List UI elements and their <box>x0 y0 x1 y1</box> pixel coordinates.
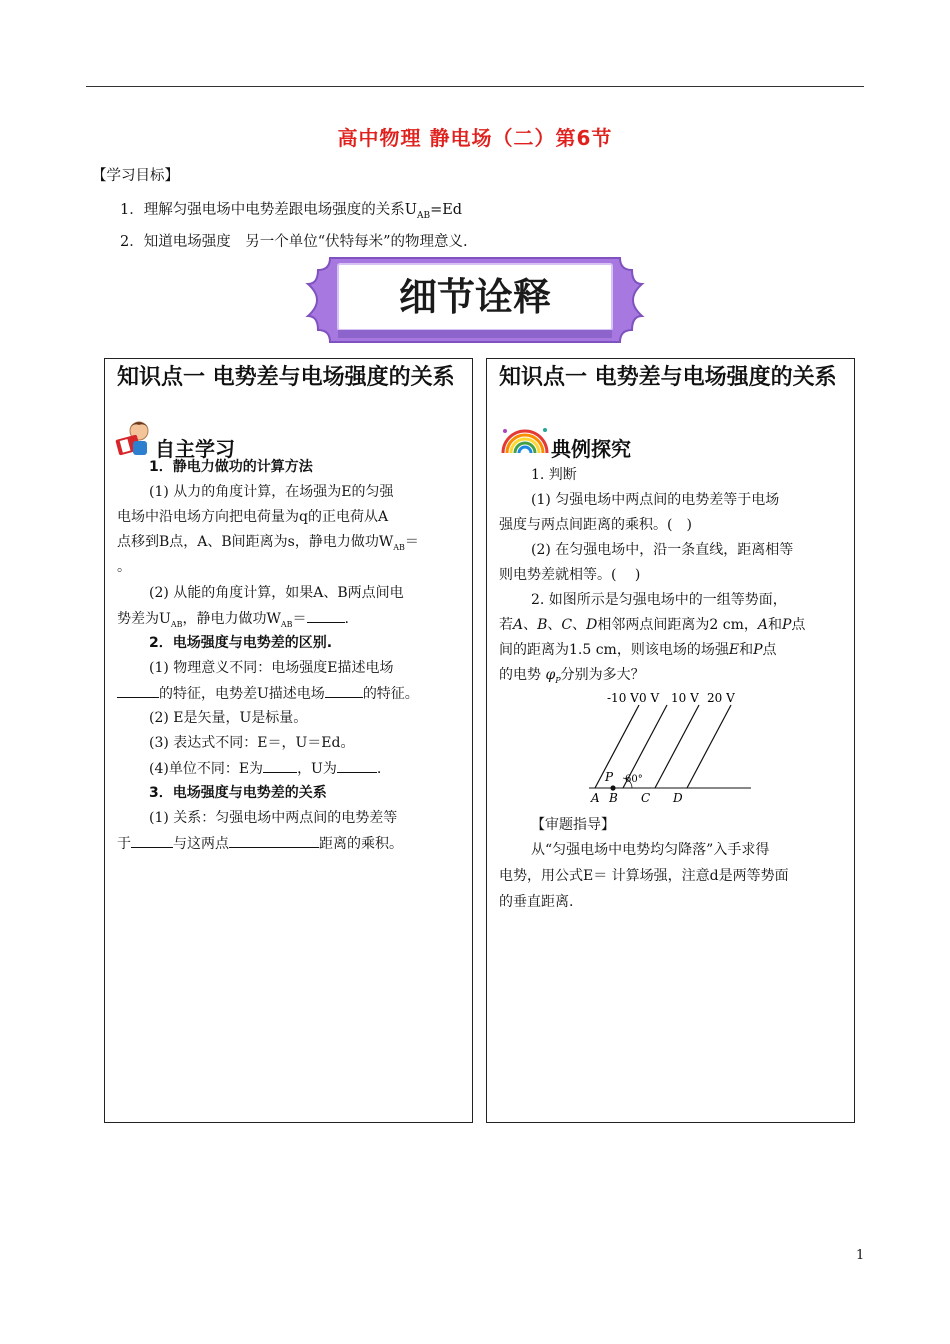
left-subhead-2: 2．电场强度与电势差的区别. <box>149 635 333 651</box>
goal-item-2: 2．知道电场强度 另一个单位“伏特每米”的物理意义. <box>120 234 468 250</box>
left-text: (2) 从能的角度计算，如果A、B两点间电 <box>149 585 404 601</box>
left-text: 的特征，电势差U描述电场 的特征。 <box>117 683 467 704</box>
left-text: (1) 物理意义不同：电场强度E描述电场 <box>149 660 394 676</box>
right-heading: 知识点一 电势差与电场强度的关系 <box>499 365 837 390</box>
left-text: (1) 关系：匀强电场中两点间的电势差等 <box>149 810 398 826</box>
reading-child-icon <box>115 419 155 459</box>
right-text: 1. 判断 <box>531 467 577 483</box>
right-text: 的垂直距离. <box>499 894 574 910</box>
right-section-title: 典例探究 <box>551 437 631 461</box>
point-label: A <box>591 791 600 805</box>
right-text: 若A、B、C、D相邻两点间距离为2 cm，A和P点 <box>499 617 806 633</box>
answer-blank <box>325 683 363 698</box>
answer-blank <box>307 608 345 623</box>
potential-label: 20 V <box>707 691 735 705</box>
left-text: 势差为$U_{AB}$，静电力做功$W_{AB}=$ . <box>117 608 467 635</box>
header-rule <box>86 86 864 87</box>
left-heading: 知识点一 电势差与电场强度的关系 <box>117 365 455 390</box>
answer-blank <box>337 758 377 773</box>
point-label: B <box>609 791 618 805</box>
answer-blank <box>229 833 319 848</box>
rainbow-icon <box>499 425 551 455</box>
right-text: (2) 在匀强电场中，沿一条直线，距离相等 <box>531 542 794 558</box>
answer-blank <box>117 683 159 698</box>
left-subhead-3: 3．电场强度与电势差的关系 <box>149 785 327 801</box>
right-text: 则电势差就相等。( ) <box>499 567 641 583</box>
point-label: C <box>641 791 651 805</box>
right-text: 间的距离为1.5 cm，则该电场的场强E和P点 <box>499 642 777 658</box>
right-text: 从“匀强电场中电势均匀降落”入手求得 <box>531 842 770 858</box>
right-text: 2. 如图所示是匀强电场中的一组等势面， <box>531 592 787 608</box>
right-text: 电势，用公式E＝ 计算场强，注意d是两等势面 <box>499 868 789 884</box>
answer-blank <box>263 758 297 773</box>
banner-graphic <box>302 256 648 344</box>
potential-label: 0 V <box>639 691 660 705</box>
left-text: 。 <box>117 559 131 575</box>
right-text: 的电势 $\varphi_P$分别为多大？ <box>499 667 645 685</box>
banner-text: 细节诠释 <box>398 275 552 319</box>
goals-heading: 【学习目标】 <box>92 168 179 184</box>
left-text: 点移到B点，A、B间距离为s，静电力做功$W_{AB}=$ <box>117 534 419 552</box>
potential-label: -10 V <box>607 691 639 705</box>
point-label: P <box>605 770 614 784</box>
left-text: (3) 表达式不同：E＝，U＝Ed。 <box>149 735 355 751</box>
page-title: 高中物理 静电场（二）第6节 <box>337 126 613 150</box>
left-subhead-1: 1．静电力做功的计算方法 <box>149 459 313 475</box>
potential-label: 10 V <box>671 691 699 705</box>
right-panel <box>486 358 855 1123</box>
right-text: 强度与两点间距离的乘积。( ) <box>499 517 692 533</box>
left-text: 电场中沿电场方向把电荷量为q的正电荷从A <box>117 509 389 525</box>
left-text: (2) E是矢量，U是标量。 <box>149 710 308 726</box>
answer-blank <box>131 833 173 848</box>
angle-label: 60° <box>625 774 643 785</box>
left-text: (1) 从力的角度计算，在场强为E的匀强 <box>149 484 394 500</box>
right-text: 【审题指导】 <box>531 817 615 833</box>
right-text: (1) 匀强电场中两点间的电势差等于电场 <box>531 492 780 508</box>
page-number: 1 <box>856 1248 865 1263</box>
left-text: (4)单位不同：E为 ，U为 . <box>149 758 499 779</box>
equipotential-figure <box>581 689 761 807</box>
goal-item-1: 1．理解匀强电场中电势差跟电场强度的关系$U_{AB}=Ed$ <box>120 202 463 221</box>
point-label: D <box>673 791 683 805</box>
left-section-title: 自主学习 <box>155 437 235 461</box>
left-panel <box>104 358 473 1123</box>
left-text: 于 与这两点 距离的乘积。 <box>117 833 467 854</box>
